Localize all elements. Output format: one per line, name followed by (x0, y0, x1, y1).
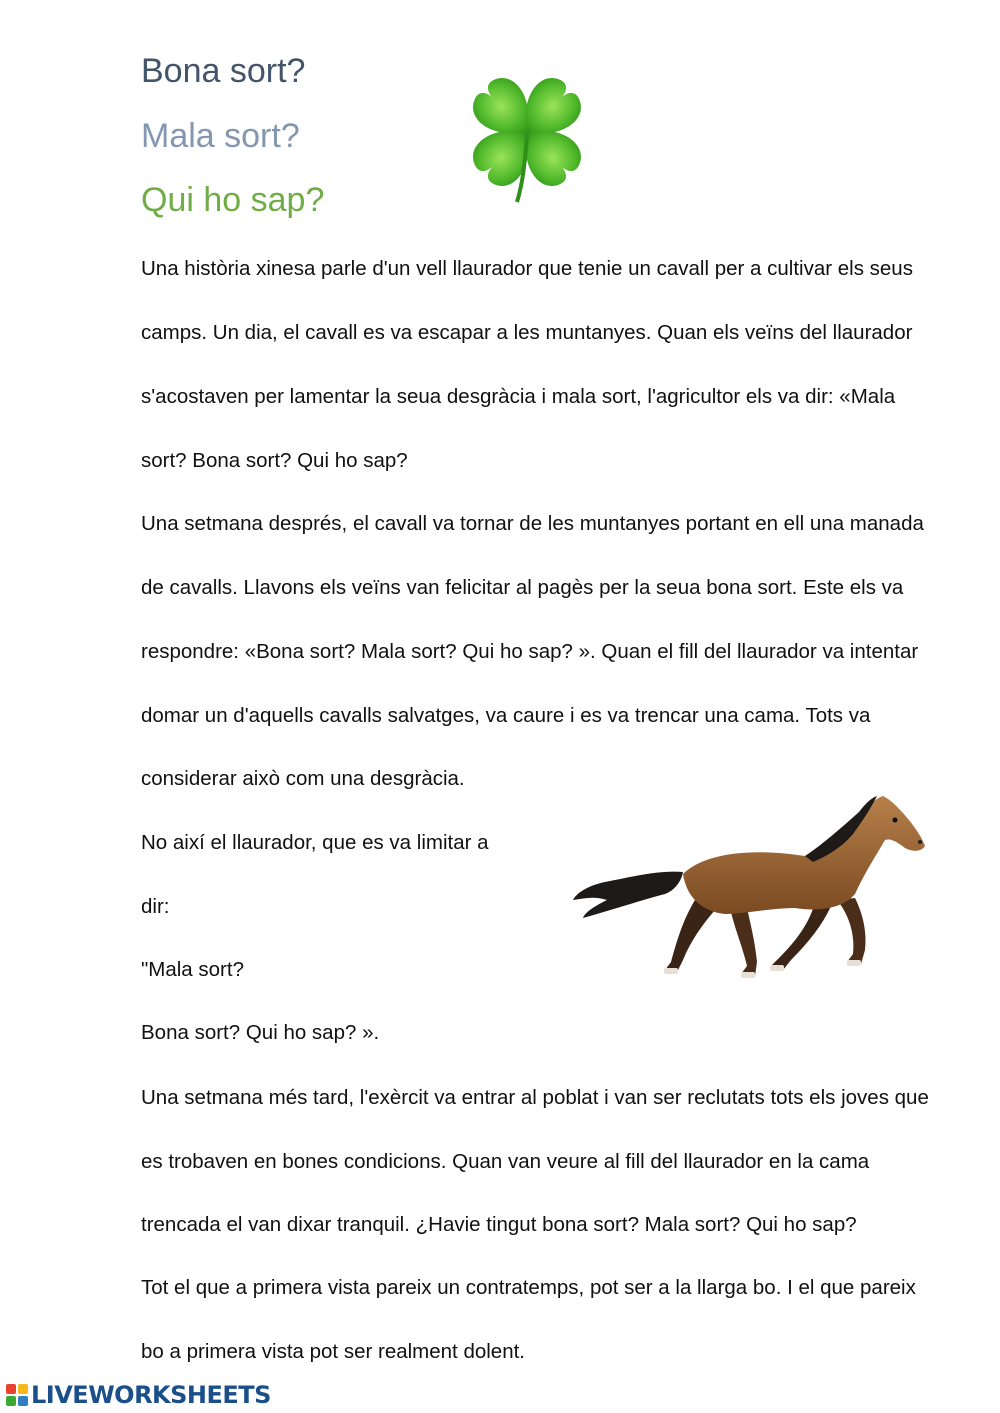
text-line-17: Tot el que a primera vista pareix un contratemps, pot ser a la llarga bo. I el que pareix (141, 1276, 916, 1299)
text-line-10: No així el llaurador, que es va limitar a (141, 831, 489, 854)
liveworksheets-logo-icon (6, 1384, 28, 1406)
text-line-12: "Mala sort? (141, 958, 244, 981)
text-line-1: Una història xinesa parle d'un vell llaurador que tenie un cavall per a cultivar els seus (141, 257, 913, 280)
four-leaf-clover-illustration (455, 60, 595, 210)
text-line-13: Bona sort? Qui ho sap? ». (141, 1021, 380, 1044)
text-line-7: respondre: «Bona sort? Mala sort? Qui ho sap? ». Quan el fill del llaurador va intentar (141, 640, 919, 663)
text-line-9: considerar això com una desgràcia. (141, 767, 465, 790)
text-line-6: de cavalls. Llavons els veïns van felicitar al pagès per la seua bona sort. Este els va (141, 576, 904, 599)
text-line-15: es trobaven en bones condicions. Quan van veure al fill del llaurador en la cama (141, 1150, 870, 1173)
heading-mala-sort: Mala sort? (141, 117, 300, 155)
text-line-14: Una setmana més tard, l'exèrcit va entrar al poblat i van ser reclutats tots els joves que (141, 1086, 929, 1109)
liveworksheets-footer (6, 1381, 271, 1409)
text-line-8: domar un d'aquells cavalls salvatges, va caure i es va trencar una cama. Tots va (141, 704, 871, 727)
heading-qui-ho-sap: Qui ho sap? (141, 181, 325, 219)
text-line-18: bo a primera vista pot ser realment dolent. (141, 1340, 525, 1363)
galloping-horse-illustration (565, 790, 935, 990)
text-line-16: trencada el van dixar tranquil. ¿Havie tingut bona sort? Mala sort? Qui ho sap? (141, 1213, 857, 1236)
text-line-5: Una setmana després, el cavall va tornar de les muntanyes portant en ell una manada (141, 512, 924, 535)
text-line-11: dir: (141, 895, 170, 918)
text-line-3: s'acostaven per lamentar la seua desgràcia i mala sort, l'agricultor els va dir: «Mala (141, 385, 896, 408)
text-line-2: camps. Un dia, el cavall es va escapar a les muntanyes. Quan els veïns del llaurador (141, 321, 913, 344)
liveworksheets-logo-text: LIVEWORKSHEETS (31, 1381, 271, 1409)
heading-bona-sort: Bona sort? (141, 52, 306, 90)
text-line-4: sort? Bona sort? Qui ho sap? (141, 449, 408, 472)
